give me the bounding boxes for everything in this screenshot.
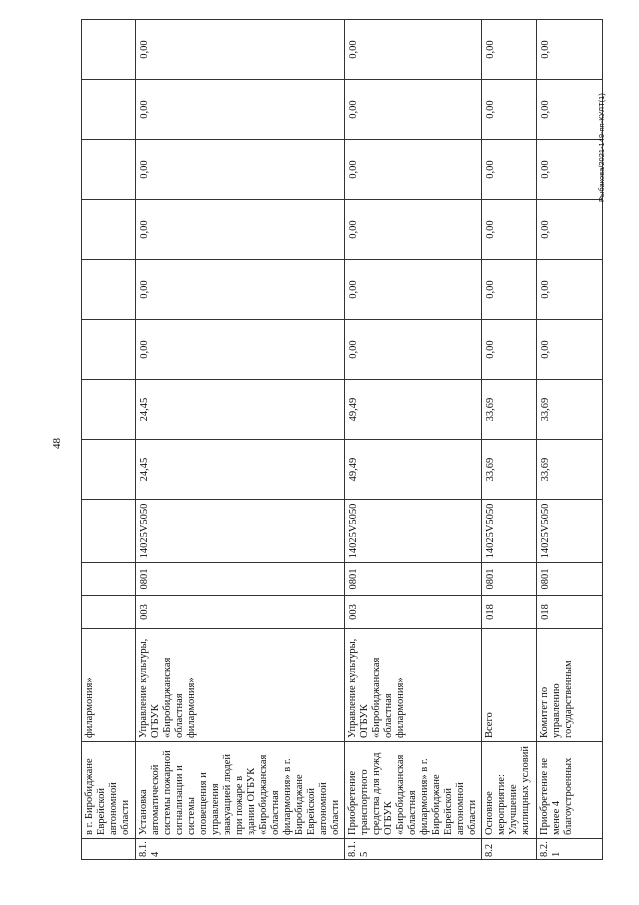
value-cell: 0,00 — [537, 20, 603, 80]
value-cell: 33,69 — [482, 380, 537, 440]
csr-cell: 14025V5050 — [136, 500, 345, 563]
grbs-cell: 018 — [537, 596, 603, 629]
value-cell: 49,49 — [345, 380, 482, 440]
executor-cell: Управление культуры, ОГБУК «Биробиджанская областная филармония» — [345, 629, 482, 742]
value-cell: 0,00 — [345, 320, 482, 380]
csr-cell: 14025V5050 — [345, 500, 482, 563]
row-number-cell: 8.2 — [482, 839, 537, 860]
table-row — [136, 20, 345, 860]
page-number: 48 — [51, 438, 63, 449]
value-cell: 0,00 — [537, 200, 603, 260]
value-cell: 24,45 — [136, 380, 345, 440]
description-cell: в г. Биробиджане Еврейской автономной области — [82, 742, 136, 839]
executor-cell: филармония» — [82, 629, 136, 742]
value-cell — [82, 260, 136, 320]
value-cell: 0,00 — [482, 200, 537, 260]
grbs-cell: 003 — [136, 596, 345, 629]
value-cell — [82, 320, 136, 380]
row-number-cell: 8.2.1 — [537, 839, 603, 860]
value-cell: 0,00 — [482, 80, 537, 140]
table-row — [482, 20, 537, 860]
value-cell — [82, 440, 136, 500]
rotated-table-wrapper — [81, 40, 574, 860]
value-cell: 0,00 — [537, 140, 603, 200]
value-cell: 0,00 — [482, 20, 537, 80]
rzpr-cell: 0801 — [537, 563, 603, 596]
value-cell: 0,00 — [345, 140, 482, 200]
csr-cell: 14025V5050 — [482, 500, 537, 563]
value-cell: 0,00 — [136, 200, 345, 260]
value-cell: 33,69 — [537, 380, 603, 440]
description-cell: Приобретение не менее 4 благоустроенных — [537, 742, 603, 839]
value-cell: 0,00 — [482, 140, 537, 200]
row-number-cell — [82, 839, 136, 860]
rzpr-cell: 0801 — [345, 563, 482, 596]
document-reference: Рыбакова/2021-149-пп-КУЛТ(1) — [597, 93, 606, 202]
value-cell: 0,00 — [537, 320, 603, 380]
executor-cell: Комитет по управлению государственным — [537, 629, 603, 742]
value-cell — [82, 380, 136, 440]
description-cell: Установка автоматической системы пожарной сигнализации и системы оповещения и управления эвакуацией людей при пожаре в здании ОГБУК «Биробиджанская областная филармония» в г. Биробиджане Еврейской автономной области — [136, 742, 345, 839]
value-cell: 49,49 — [345, 440, 482, 500]
value-cell: 0,00 — [482, 260, 537, 320]
grbs-cell — [82, 596, 136, 629]
csr-cell: 14025V5050 — [537, 500, 603, 563]
value-cell: 24,45 — [136, 440, 345, 500]
value-cell: 33,69 — [537, 440, 603, 500]
value-cell: 0,00 — [136, 320, 345, 380]
executor-cell: Всего — [482, 629, 537, 742]
csr-cell — [82, 500, 136, 563]
table-row — [82, 20, 136, 860]
grbs-cell: 018 — [482, 596, 537, 629]
grbs-cell: 003 — [345, 596, 482, 629]
rzpr-cell — [82, 563, 136, 596]
row-number-cell: 8.1.5 — [345, 839, 482, 860]
value-cell: 0,00 — [136, 260, 345, 320]
value-cell: 33,69 — [482, 440, 537, 500]
description-cell: Основное мероприятие: Улучшение жилищных условий — [482, 742, 537, 839]
value-cell: 0,00 — [136, 80, 345, 140]
executor-cell: Управление культуры, ОГБУК «Биробиджанская областная филармония» — [136, 629, 345, 742]
rzpr-cell: 0801 — [136, 563, 345, 596]
value-cell: 0,00 — [345, 200, 482, 260]
row-number-cell: 8.1.4 — [136, 839, 345, 860]
value-cell — [82, 140, 136, 200]
table-row — [537, 20, 603, 860]
value-cell — [82, 80, 136, 140]
value-cell: 0,00 — [345, 260, 482, 320]
rzpr-cell: 0801 — [482, 563, 537, 596]
value-cell: 0,00 — [482, 320, 537, 380]
budget-table — [81, 19, 603, 860]
description-cell: Приобретение транспортного средства для нужд ОГБУК «Биробиджанская областная филармония» в г. Биробиджане Еврейской автономной области — [345, 742, 482, 839]
value-cell — [82, 20, 136, 80]
value-cell: 0,00 — [136, 140, 345, 200]
value-cell: 0,00 — [537, 260, 603, 320]
value-cell: 0,00 — [136, 20, 345, 80]
table-row — [345, 20, 482, 860]
value-cell: 0,00 — [345, 80, 482, 140]
value-cell: 0,00 — [345, 20, 482, 80]
value-cell: 0,00 — [537, 80, 603, 140]
value-cell — [82, 200, 136, 260]
